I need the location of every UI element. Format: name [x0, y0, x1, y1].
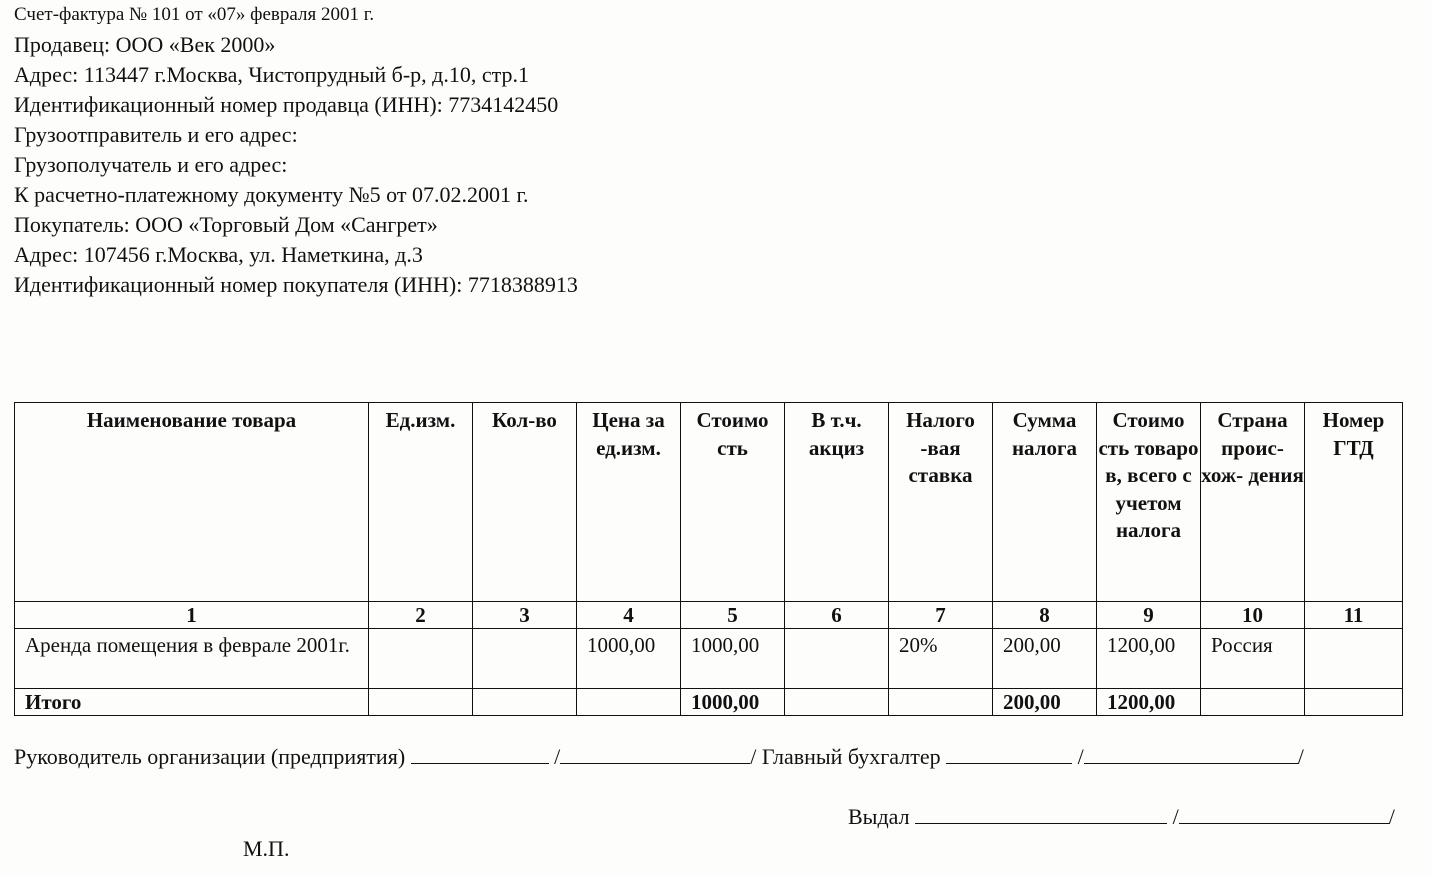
column-number: 4 [577, 602, 681, 629]
accountant-label: Главный бухгалтер [761, 744, 941, 769]
stamp-place: М.П. [243, 836, 290, 861]
col-header-country: Страна проис- хож- дения [1201, 403, 1305, 602]
table-header-row [15, 403, 1403, 602]
col-header-qty: Кол-во [473, 403, 577, 602]
slash: / [750, 744, 757, 769]
item-qty [473, 629, 577, 689]
consignee-line: Грузополучатель и его адрес: [14, 152, 288, 177]
accountant-name-blank [1084, 743, 1298, 764]
totals-tax-sum: 200,00 [993, 689, 1097, 716]
slash: / [1077, 744, 1084, 769]
issued-signature-line [848, 802, 1395, 832]
payment-doc-line: К расчетно-платежному документу №5 от 07.02.2001 г. [14, 182, 529, 207]
seller-inn-line: Идентификационный номер продавца (ИНН): 7734142450 [14, 92, 559, 117]
totals-total: 1200,00 [1097, 689, 1201, 716]
item-tax-rate: 20% [889, 629, 993, 689]
item-gtd [1305, 629, 1403, 689]
item-excise [785, 629, 889, 689]
item-total: 1200,00 [1097, 629, 1201, 689]
slash: / [1388, 804, 1395, 829]
totals-row [15, 689, 1403, 716]
column-number: 7 [889, 602, 993, 629]
buyer-inn-line: Идентификационный номер покупателя (ИНН): 7718388913 [14, 272, 578, 297]
issued-name-blank [1179, 803, 1389, 824]
col-header-name: Наименование товара [15, 403, 369, 602]
column-number: 3 [473, 602, 577, 629]
totals-label: Итого [15, 689, 369, 716]
head-signature-blank [411, 743, 549, 764]
head-label: Руководитель организации (предприятия) [14, 744, 406, 769]
slash: / [1297, 744, 1304, 769]
column-number: 1 [15, 602, 369, 629]
column-number: 11 [1305, 602, 1403, 629]
totals-empty-cell [1201, 689, 1305, 716]
slash: / [554, 744, 561, 769]
col-header-tax-rate: Налого -вая ставка [889, 403, 993, 602]
column-number: 2 [369, 602, 473, 629]
totals-empty-cell [889, 689, 993, 716]
head-accountant-signature-line [14, 742, 1304, 772]
seller-line: Продавец: ООО «Век 2000» [14, 32, 276, 57]
col-header-gtd: Номер ГТД [1305, 403, 1403, 602]
column-numbers-row [15, 602, 1403, 629]
buyer-address-line: Адрес: 107456 г.Москва, ул. Наметкина, д.3 [14, 242, 423, 267]
item-tax-sum: 200,00 [993, 629, 1097, 689]
totals-empty-cell [785, 689, 889, 716]
table-row [15, 629, 1403, 689]
column-number: 8 [993, 602, 1097, 629]
col-header-total: Стоимо сть товаро в, всего с учетом налога [1097, 403, 1201, 602]
column-number: 6 [785, 602, 889, 629]
invoice-title: Счет-фактура № 101 от «07» февраля 2001 г. [14, 4, 375, 25]
item-name: Аренда помещения в феврале 2001г. [15, 629, 369, 689]
shipper-line: Грузоотправитель и его адрес: [14, 122, 298, 147]
column-number: 10 [1201, 602, 1305, 629]
col-header-excise: В т.ч. акциз [785, 403, 889, 602]
col-header-cost: Стоимо сть [681, 403, 785, 602]
totals-empty-cell [473, 689, 577, 716]
issued-signature-blank [915, 803, 1167, 824]
item-unit [369, 629, 473, 689]
item-country: Россия [1201, 629, 1305, 689]
seller-address-line: Адрес: 113447 г.Москва, Чистопрудный б-р, д.10, стр.1 [14, 62, 530, 87]
item-cost: 1000,00 [681, 629, 785, 689]
totals-cost: 1000,00 [681, 689, 785, 716]
col-header-tax-sum: Сумма налога [993, 403, 1097, 602]
invoice-header [14, 0, 578, 300]
col-header-unit: Ед.изм. [369, 403, 473, 602]
head-name-blank [560, 743, 750, 764]
invoice-table [14, 402, 1403, 716]
column-number: 9 [1097, 602, 1201, 629]
totals-empty-cell [577, 689, 681, 716]
totals-empty-cell [1305, 689, 1403, 716]
accountant-signature-blank [946, 743, 1072, 764]
col-header-price: Цена за ед.изм. [577, 403, 681, 602]
totals-empty-cell [369, 689, 473, 716]
buyer-line: Покупатель: ООО «Торговый Дом «Сангрет» [14, 212, 438, 237]
slash: / [1172, 804, 1179, 829]
item-price: 1000,00 [577, 629, 681, 689]
column-number: 5 [681, 602, 785, 629]
issued-label: Выдал [848, 804, 910, 829]
